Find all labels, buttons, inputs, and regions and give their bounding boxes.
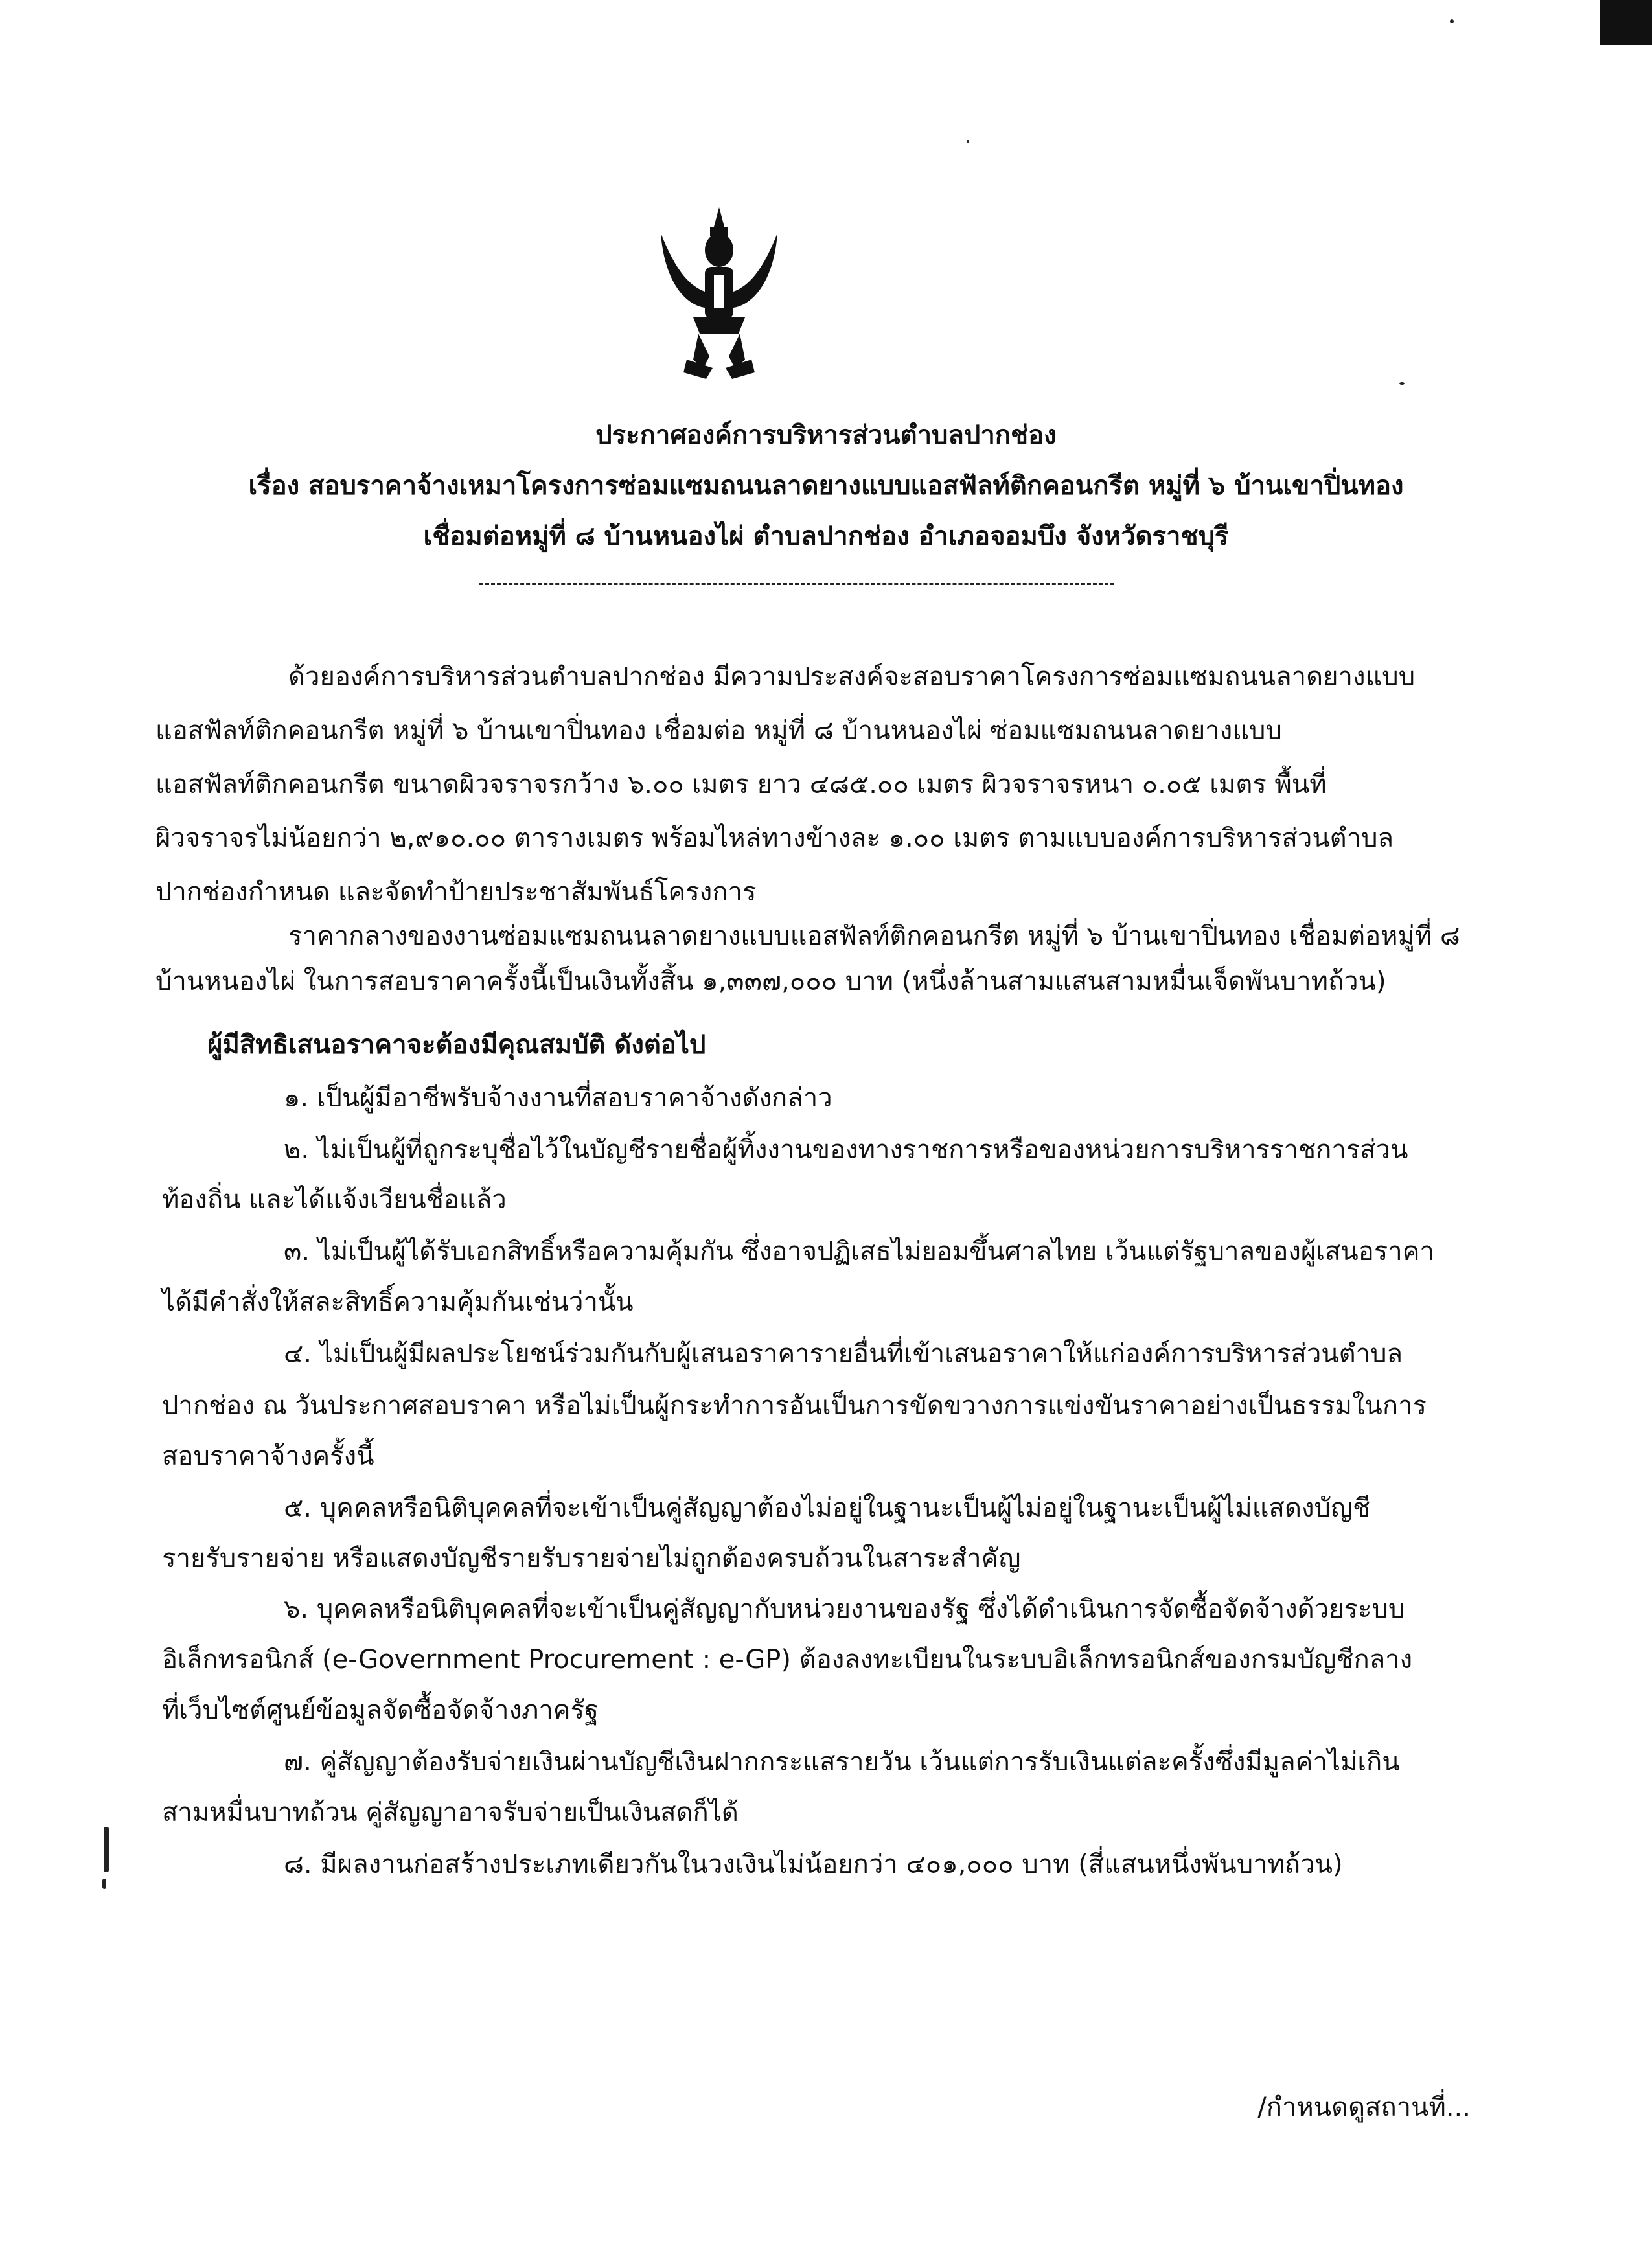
qualification-item-cont: อิเล็กทรอนิกส์ (e-Government Procurement : e-GP) ต้องลงทะเบียนในระบบอิเล็กทรอนิกส์ของกรมบัญชีกลาง: [162, 1645, 1413, 1675]
qualification-item: ๑. เป็นผู้มีอาชีพรับจ้างงานที่สอบราคาจ้างดังกล่าว: [284, 1083, 832, 1113]
qualification-item-cont: สามหมื่นบาทถ้วน คู่สัญญาอาจรับจ่ายเป็นเงินสดก็ได้: [162, 1798, 739, 1827]
scan-speck: [1399, 382, 1405, 385]
qualification-item: ๔. ไม่เป็นผู้มีผลประโยชน์ร่วมกันกับผู้เสนอราคารายอื่นที่เข้าเสนอราคาให้แก่องค์การบริหารส่วนตำบล: [284, 1339, 1403, 1369]
announcement-subject: เรื่อง สอบราคาจ้างเหมาโครงการซ่อมแซมถนนลาดยางแบบแอสฟัลท์ติกคอนกรีต หมู่ที่ ๖ บ้านเขาปิ่นทอง: [248, 471, 1404, 501]
qualification-item: ๗. คู่สัญญาต้องรับจ่ายเงินผ่านบัญชีเงินฝากกระแสรายวัน เว้นแต่การรับเงินแต่ละครั้งซึ่งมีมูลค่าไม่เกิน: [284, 1747, 1400, 1777]
garuda-emblem-icon: [648, 194, 790, 382]
qualification-item: ๘. มีผลงานก่อสร้างประเภทเดียวกันในวงเงินไม่น้อยกว่า ๔๐๑,๐๐๐ บาท (สี่แสนหนึ่งพันบาทถ้วน): [284, 1850, 1343, 1879]
body-line: บ้านหนองไผ่ ในการสอบราคาครั้งนี้เป็นเงินทั้งสิ้น ๑,๓๓๗,๐๐๐ บาท (หนึ่งล้านสามแสนสามหมื่นเจ็ดพันบาทถ้วน): [155, 967, 1386, 996]
body-line: ผิวจราจรไม่น้อยกว่า ๒,๙๑๐.๐๐ ตารางเมตร พร้อมไหล่ทางข้างละ ๑.๐๐ เมตร ตามแบบองค์การบริหารส่วนตำบล: [155, 823, 1394, 853]
scan-speck: [104, 1827, 109, 1872]
continuation-note: /กำหนดดูสถานที่...: [1257, 2092, 1471, 2122]
body-line: ด้วยองค์การบริหารส่วนตำบลปากช่อง มีความประสงค์จะสอบราคาโครงการซ่อมแซมถนนลาดยางแบบ: [288, 662, 1416, 692]
qualification-item: ๒. ไม่เป็นผู้ที่ถูกระบุชื่อไว้ในบัญชีรายชื่อผู้ทิ้งงานของทางราชการหรือของหน่วยการบริหารราชการส่วน: [284, 1135, 1408, 1165]
qualification-item: ๖. บุคคลหรือนิติบุคคลที่จะเข้าเป็นคู่สัญญากับหน่วยงานของรัฐ ซึ่งได้ดำเนินการจัดซื้อจัดจ้างด้วยระบบ: [284, 1594, 1405, 1624]
dashed-divider: [479, 583, 1114, 585]
qualification-item-cont: ปากช่อง ณ วันประกาศสอบราคา หรือไม่เป็นผู้กระทำการอันเป็นการขัดขวางการแข่งขันราคาอย่างเป็นธรรมในการ: [162, 1391, 1427, 1421]
qualifications-heading: ผู้มีสิทธิเสนอราคาจะต้องมีคุณสมบัติ ดังต่อไป: [207, 1030, 706, 1060]
scan-speck: [967, 140, 969, 143]
body-line: ราคากลางของงานซ่อมแซมถนนลาดยางแบบแอสฟัลท์ติกคอนกรีต หมู่ที่ ๖ บ้านเขาปิ่นทอง เชื่อมต่อหมู่ที่ ๘: [288, 921, 1460, 951]
body-line: แอสฟัลท์ติกคอนกรีต ขนาดผิวจราจรกว้าง ๖.๐๐ เมตร ยาว ๔๘๕.๐๐ เมตร ผิวจราจรหนา ๐.๐๕ เมตร พื้นที่: [155, 770, 1327, 799]
announcement-title: ประกาศองค์การบริหารส่วนตำบลปากช่อง: [595, 420, 1057, 450]
qualification-item-cont: รายรับรายจ่าย หรือแสดงบัญชีรายรับรายจ่ายไม่ถูกต้องครบถ้วนในสาระสำคัญ: [162, 1544, 1021, 1574]
scan-speck: [1450, 19, 1454, 23]
body-line: แอสฟัลท์ติกคอนกรีต หมู่ที่ ๖ บ้านเขาปิ่นทอง เชื่อมต่อ หมู่ที่ ๘ บ้านหนองไผ่ ซ่อมแซมถนนลาดยางแบบ: [155, 716, 1282, 746]
qualification-item-cont: ท้องถิ่น และได้แจ้งเวียนชื่อแล้ว: [162, 1185, 507, 1215]
qualification-item-cont: ที่เว็บไซต์ศูนย์ข้อมูลจัดซื้อจัดจ้างภาครัฐ: [162, 1695, 599, 1725]
scan-speck: [102, 1879, 106, 1889]
body-line: ปากช่องกำหนด และจัดทำป้ายประชาสัมพันธ์โครงการ: [155, 877, 757, 907]
qualification-item-cont: ได้มีคำสั่งให้สละสิทธิ์ความคุ้มกันเช่นว่านั้น: [162, 1287, 634, 1317]
announcement-subject-cont: เชื่อมต่อหมู่ที่ ๘ บ้านหนองไผ่ ตำบลปากช่อง อำเภอจอมบึง จังหวัดราชบุรี: [423, 521, 1229, 551]
qualification-item: ๓. ไม่เป็นผู้ได้รับเอกสิทธิ์หรือความคุ้มกัน ซึ่งอาจปฏิเสธไม่ยอมขึ้นศาลไทย เว้นแต่รัฐบาลของผู้เสนอราคา: [284, 1237, 1434, 1266]
scan-corner-mark: [1600, 0, 1652, 45]
qualification-item: ๕. บุคคลหรือนิติบุคคลที่จะเข้าเป็นคู่สัญญาต้องไม่อยู่ในฐานะเป็นผู้ไม่อยู่ในฐานะเป็นผู้ไม่แสดงบัญชี: [284, 1493, 1371, 1523]
qualification-item-cont: สอบราคาจ้างครั้งนี้: [162, 1441, 374, 1471]
